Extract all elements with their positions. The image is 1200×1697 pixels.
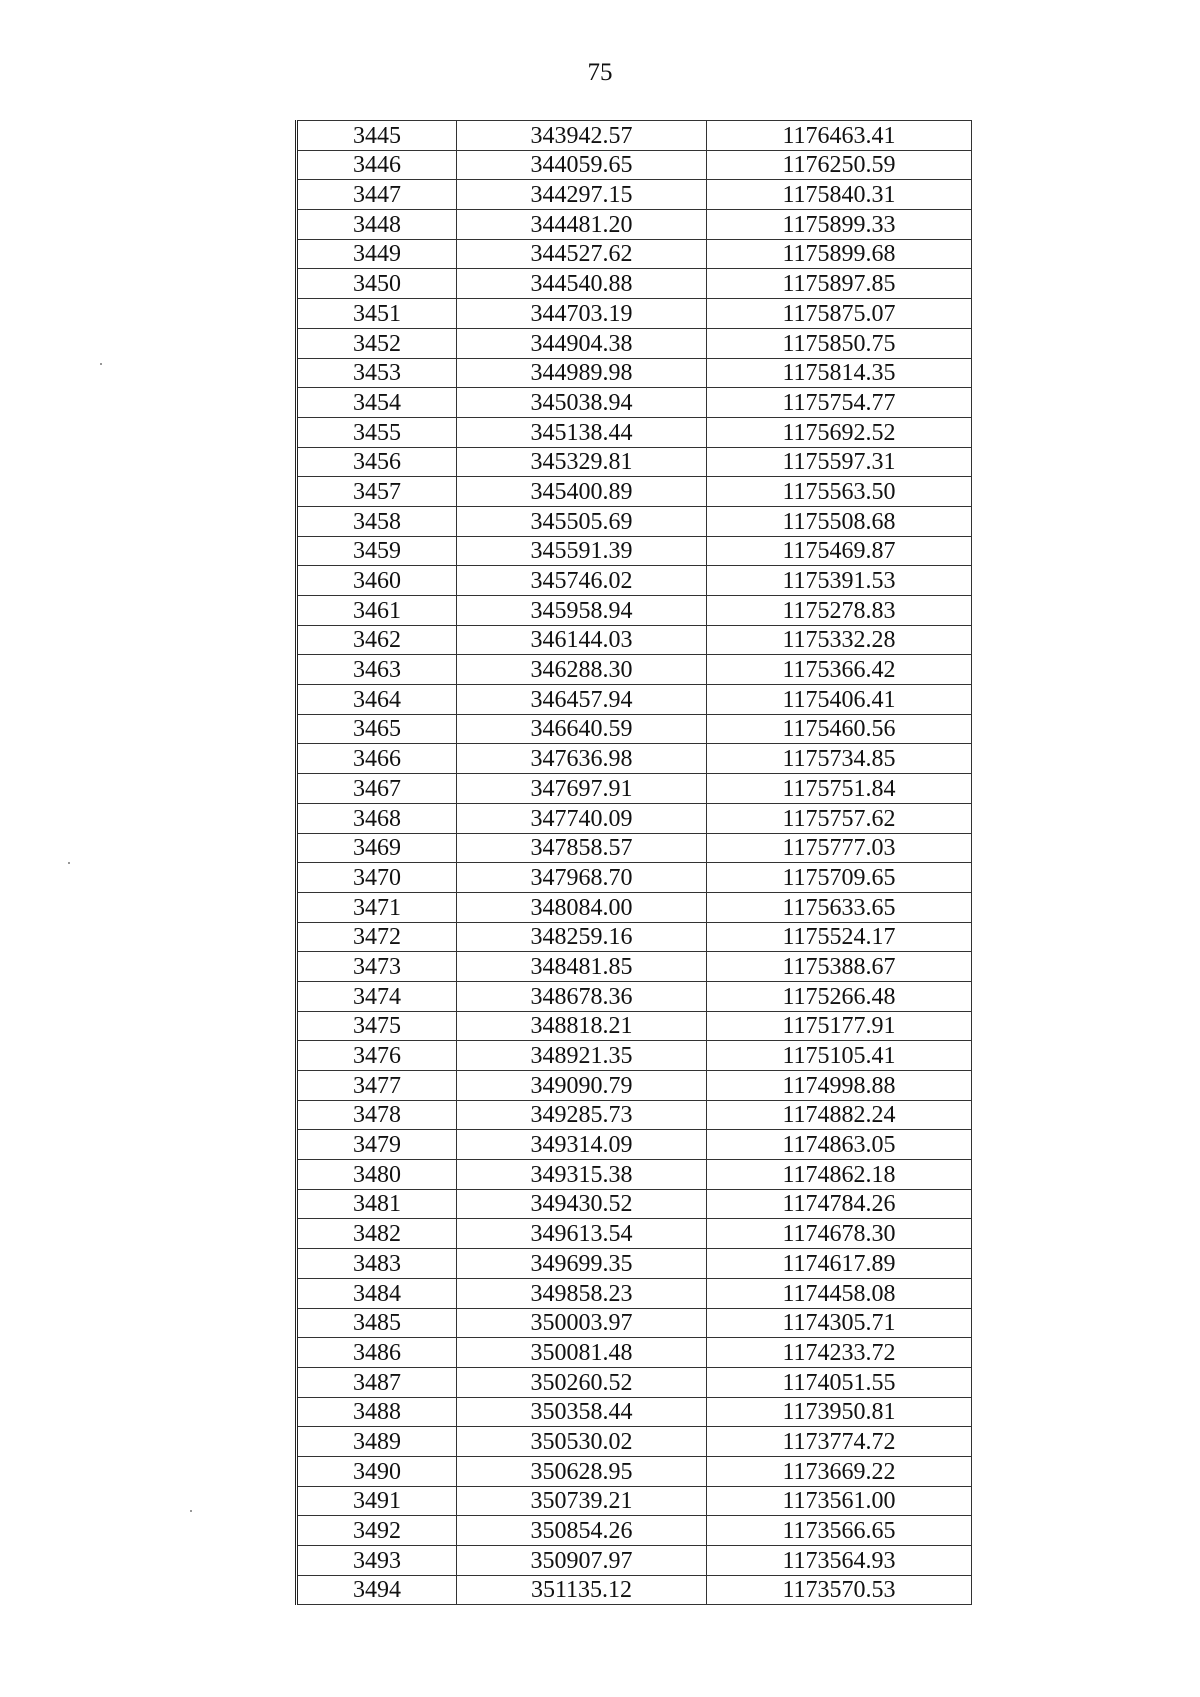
point-number-cell: 3494 [297, 1575, 457, 1605]
point-number-cell: 3485 [297, 1308, 457, 1338]
point-number-cell: 3484 [297, 1278, 457, 1308]
x-coordinate-cell: 347697.91 [457, 774, 707, 804]
point-number-cell: 3450 [297, 269, 457, 299]
x-coordinate-cell: 351135.12 [457, 1575, 707, 1605]
x-coordinate-cell: 348084.00 [457, 892, 707, 922]
point-number-cell: 3466 [297, 744, 457, 774]
y-coordinate-cell: 1174678.30 [707, 1219, 972, 1249]
x-coordinate-cell: 346288.30 [457, 655, 707, 685]
y-coordinate-cell: 1174458.08 [707, 1278, 972, 1308]
y-coordinate-cell: 1175460.56 [707, 714, 972, 744]
point-number-cell: 3482 [297, 1219, 457, 1249]
point-number-cell: 3490 [297, 1456, 457, 1486]
scan-speck [100, 363, 102, 365]
point-number-cell: 3486 [297, 1338, 457, 1368]
y-coordinate-cell: 1175266.48 [707, 981, 972, 1011]
x-coordinate-cell: 350003.97 [457, 1308, 707, 1338]
point-number-cell: 3472 [297, 922, 457, 952]
table-row [297, 121, 972, 151]
x-coordinate-cell: 345138.44 [457, 417, 707, 447]
point-number-cell: 3454 [297, 388, 457, 418]
y-coordinate-cell: 1175814.35 [707, 358, 972, 388]
y-coordinate-cell: 1175850.75 [707, 328, 972, 358]
x-coordinate-cell: 349090.79 [457, 1071, 707, 1101]
table-row [297, 447, 972, 477]
point-number-cell: 3471 [297, 892, 457, 922]
point-number-cell: 3448 [297, 210, 457, 240]
y-coordinate-cell: 1174305.71 [707, 1308, 972, 1338]
x-coordinate-cell: 346457.94 [457, 685, 707, 715]
table-row [297, 1071, 972, 1101]
x-coordinate-cell: 349314.09 [457, 1130, 707, 1160]
x-coordinate-cell: 350907.97 [457, 1546, 707, 1576]
y-coordinate-cell: 1175899.68 [707, 239, 972, 269]
table-row [297, 981, 972, 1011]
x-coordinate-cell: 347636.98 [457, 744, 707, 774]
x-coordinate-cell: 344297.15 [457, 180, 707, 210]
y-coordinate-cell: 1176250.59 [707, 150, 972, 180]
point-number-cell: 3477 [297, 1071, 457, 1101]
point-number-cell: 3492 [297, 1516, 457, 1546]
table-row [297, 1575, 972, 1605]
point-number-cell: 3465 [297, 714, 457, 744]
point-number-cell: 3467 [297, 774, 457, 804]
y-coordinate-cell: 1175177.91 [707, 1011, 972, 1041]
table-row [297, 210, 972, 240]
y-coordinate-cell: 1175897.85 [707, 269, 972, 299]
y-coordinate-cell: 1175388.67 [707, 952, 972, 982]
point-number-cell: 3475 [297, 1011, 457, 1041]
x-coordinate-cell: 348678.36 [457, 981, 707, 1011]
y-coordinate-cell: 1175899.33 [707, 210, 972, 240]
y-coordinate-cell: 1175105.41 [707, 1041, 972, 1071]
point-number-cell: 3464 [297, 685, 457, 715]
table-row [297, 1456, 972, 1486]
point-number-cell: 3479 [297, 1130, 457, 1160]
x-coordinate-cell: 349858.23 [457, 1278, 707, 1308]
table-row [297, 358, 972, 388]
point-number-cell: 3455 [297, 417, 457, 447]
x-coordinate-cell: 345746.02 [457, 566, 707, 596]
x-coordinate-cell: 345505.69 [457, 506, 707, 536]
x-coordinate-cell: 345591.39 [457, 536, 707, 566]
table-row [297, 774, 972, 804]
point-number-cell: 3452 [297, 328, 457, 358]
x-coordinate-cell: 350854.26 [457, 1516, 707, 1546]
x-coordinate-cell: 348259.16 [457, 922, 707, 952]
point-number-cell: 3463 [297, 655, 457, 685]
point-number-cell: 3473 [297, 952, 457, 982]
table-row [297, 1278, 972, 1308]
table-row [297, 833, 972, 863]
x-coordinate-cell: 345038.94 [457, 388, 707, 418]
point-number-cell: 3488 [297, 1397, 457, 1427]
table-row [297, 596, 972, 626]
point-number-cell: 3461 [297, 596, 457, 626]
point-number-cell: 3493 [297, 1546, 457, 1576]
y-coordinate-cell: 1175391.53 [707, 566, 972, 596]
x-coordinate-cell: 349613.54 [457, 1219, 707, 1249]
page-number: 75 [587, 59, 613, 86]
y-coordinate-cell: 1175754.77 [707, 388, 972, 418]
table-row [297, 417, 972, 447]
x-coordinate-cell: 344527.62 [457, 239, 707, 269]
x-coordinate-cell: 349430.52 [457, 1189, 707, 1219]
x-coordinate-cell: 344989.98 [457, 358, 707, 388]
x-coordinate-cell: 345329.81 [457, 447, 707, 477]
y-coordinate-cell: 1173570.53 [707, 1575, 972, 1605]
y-coordinate-cell: 1174882.24 [707, 1100, 972, 1130]
y-coordinate-cell: 1175751.84 [707, 774, 972, 804]
x-coordinate-cell: 349699.35 [457, 1249, 707, 1279]
y-coordinate-cell: 1175875.07 [707, 299, 972, 329]
y-coordinate-cell: 1175469.87 [707, 536, 972, 566]
x-coordinate-cell: 346640.59 [457, 714, 707, 744]
point-number-cell: 3487 [297, 1367, 457, 1397]
point-number-cell: 3445 [297, 121, 457, 151]
table-row [297, 1338, 972, 1368]
point-number-cell: 3481 [297, 1189, 457, 1219]
y-coordinate-cell: 1175366.42 [707, 655, 972, 685]
coordinates-table-body [297, 121, 972, 1605]
y-coordinate-cell: 1173564.93 [707, 1546, 972, 1576]
y-coordinate-cell: 1176463.41 [707, 121, 972, 151]
x-coordinate-cell: 345958.94 [457, 596, 707, 626]
y-coordinate-cell: 1175757.62 [707, 803, 972, 833]
y-coordinate-cell: 1175332.28 [707, 625, 972, 655]
x-coordinate-cell: 350260.52 [457, 1367, 707, 1397]
y-coordinate-cell: 1175734.85 [707, 744, 972, 774]
y-coordinate-cell: 1175840.31 [707, 180, 972, 210]
point-number-cell: 3451 [297, 299, 457, 329]
y-coordinate-cell: 1175508.68 [707, 506, 972, 536]
x-coordinate-cell: 350628.95 [457, 1456, 707, 1486]
y-coordinate-cell: 1174784.26 [707, 1189, 972, 1219]
x-coordinate-cell: 344059.65 [457, 150, 707, 180]
y-coordinate-cell: 1174233.72 [707, 1338, 972, 1368]
point-number-cell: 3460 [297, 566, 457, 596]
x-coordinate-cell: 350739.21 [457, 1486, 707, 1516]
table-row [297, 506, 972, 536]
x-coordinate-cell: 344540.88 [457, 269, 707, 299]
x-coordinate-cell: 350530.02 [457, 1427, 707, 1457]
point-number-cell: 3468 [297, 803, 457, 833]
table-row [297, 1249, 972, 1279]
x-coordinate-cell: 350081.48 [457, 1338, 707, 1368]
y-coordinate-cell: 1175524.17 [707, 922, 972, 952]
point-number-cell: 3491 [297, 1486, 457, 1516]
table-row [297, 299, 972, 329]
table-row [297, 744, 972, 774]
y-coordinate-cell: 1175406.41 [707, 685, 972, 715]
x-coordinate-cell: 346144.03 [457, 625, 707, 655]
point-number-cell: 3480 [297, 1160, 457, 1190]
x-coordinate-cell: 348818.21 [457, 1011, 707, 1041]
x-coordinate-cell: 349285.73 [457, 1100, 707, 1130]
table-row [297, 1397, 972, 1427]
y-coordinate-cell: 1173561.00 [707, 1486, 972, 1516]
point-number-cell: 3459 [297, 536, 457, 566]
x-coordinate-cell: 344481.20 [457, 210, 707, 240]
table-row [297, 714, 972, 744]
point-number-cell: 3446 [297, 150, 457, 180]
table-row [297, 1516, 972, 1546]
point-number-cell: 3449 [297, 239, 457, 269]
table-row [297, 536, 972, 566]
table-row [297, 1367, 972, 1397]
x-coordinate-cell: 347740.09 [457, 803, 707, 833]
x-coordinate-cell: 344703.19 [457, 299, 707, 329]
y-coordinate-cell: 1173566.65 [707, 1516, 972, 1546]
y-coordinate-cell: 1175709.65 [707, 863, 972, 893]
table-row [297, 1011, 972, 1041]
y-coordinate-cell: 1174617.89 [707, 1249, 972, 1279]
table-row [297, 1308, 972, 1338]
table-row [297, 803, 972, 833]
table-row [297, 1189, 972, 1219]
x-coordinate-cell: 348481.85 [457, 952, 707, 982]
x-coordinate-cell: 347858.57 [457, 833, 707, 863]
point-number-cell: 3474 [297, 981, 457, 1011]
table-row [297, 685, 972, 715]
y-coordinate-cell: 1175597.31 [707, 447, 972, 477]
table-row [297, 328, 972, 358]
y-coordinate-cell: 1173950.81 [707, 1397, 972, 1427]
x-coordinate-cell: 344904.38 [457, 328, 707, 358]
y-coordinate-cell: 1174863.05 [707, 1130, 972, 1160]
scan-speck [190, 1510, 192, 1512]
table-row [297, 1100, 972, 1130]
y-coordinate-cell: 1174998.88 [707, 1071, 972, 1101]
point-number-cell: 3462 [297, 625, 457, 655]
table-row [297, 1546, 972, 1576]
table-row [297, 1041, 972, 1071]
table-row [297, 625, 972, 655]
table-row [297, 922, 972, 952]
table-row [297, 1160, 972, 1190]
point-number-cell: 3447 [297, 180, 457, 210]
y-coordinate-cell: 1174862.18 [707, 1160, 972, 1190]
table-row [297, 952, 972, 982]
x-coordinate-cell: 347968.70 [457, 863, 707, 893]
x-coordinate-cell: 343942.57 [457, 121, 707, 151]
point-number-cell: 3476 [297, 1041, 457, 1071]
table-row [297, 566, 972, 596]
table-row [297, 1130, 972, 1160]
table-row [297, 150, 972, 180]
table-row [297, 1219, 972, 1249]
table-row [297, 1427, 972, 1457]
y-coordinate-cell: 1175563.50 [707, 477, 972, 507]
x-coordinate-cell: 348921.35 [457, 1041, 707, 1071]
scan-speck [68, 862, 70, 864]
point-number-cell: 3453 [297, 358, 457, 388]
point-number-cell: 3457 [297, 477, 457, 507]
point-number-cell: 3478 [297, 1100, 457, 1130]
point-number-cell: 3456 [297, 447, 457, 477]
table-row [297, 180, 972, 210]
point-number-cell: 3469 [297, 833, 457, 863]
y-coordinate-cell: 1175278.83 [707, 596, 972, 626]
table-row [297, 1486, 972, 1516]
table-row [297, 655, 972, 685]
x-coordinate-cell: 345400.89 [457, 477, 707, 507]
point-number-cell: 3489 [297, 1427, 457, 1457]
table-row [297, 863, 972, 893]
x-coordinate-cell: 349315.38 [457, 1160, 707, 1190]
table-row [297, 388, 972, 418]
x-coordinate-cell: 350358.44 [457, 1397, 707, 1427]
y-coordinate-cell: 1175633.65 [707, 892, 972, 922]
point-number-cell: 3470 [297, 863, 457, 893]
coordinates-table [295, 120, 972, 1605]
y-coordinate-cell: 1175777.03 [707, 833, 972, 863]
point-number-cell: 3483 [297, 1249, 457, 1279]
table-row [297, 477, 972, 507]
table-row [297, 269, 972, 299]
table-row [297, 239, 972, 269]
y-coordinate-cell: 1174051.55 [707, 1367, 972, 1397]
y-coordinate-cell: 1175692.52 [707, 417, 972, 447]
y-coordinate-cell: 1173774.72 [707, 1427, 972, 1457]
table-row [297, 892, 972, 922]
point-number-cell: 3458 [297, 506, 457, 536]
y-coordinate-cell: 1173669.22 [707, 1456, 972, 1486]
